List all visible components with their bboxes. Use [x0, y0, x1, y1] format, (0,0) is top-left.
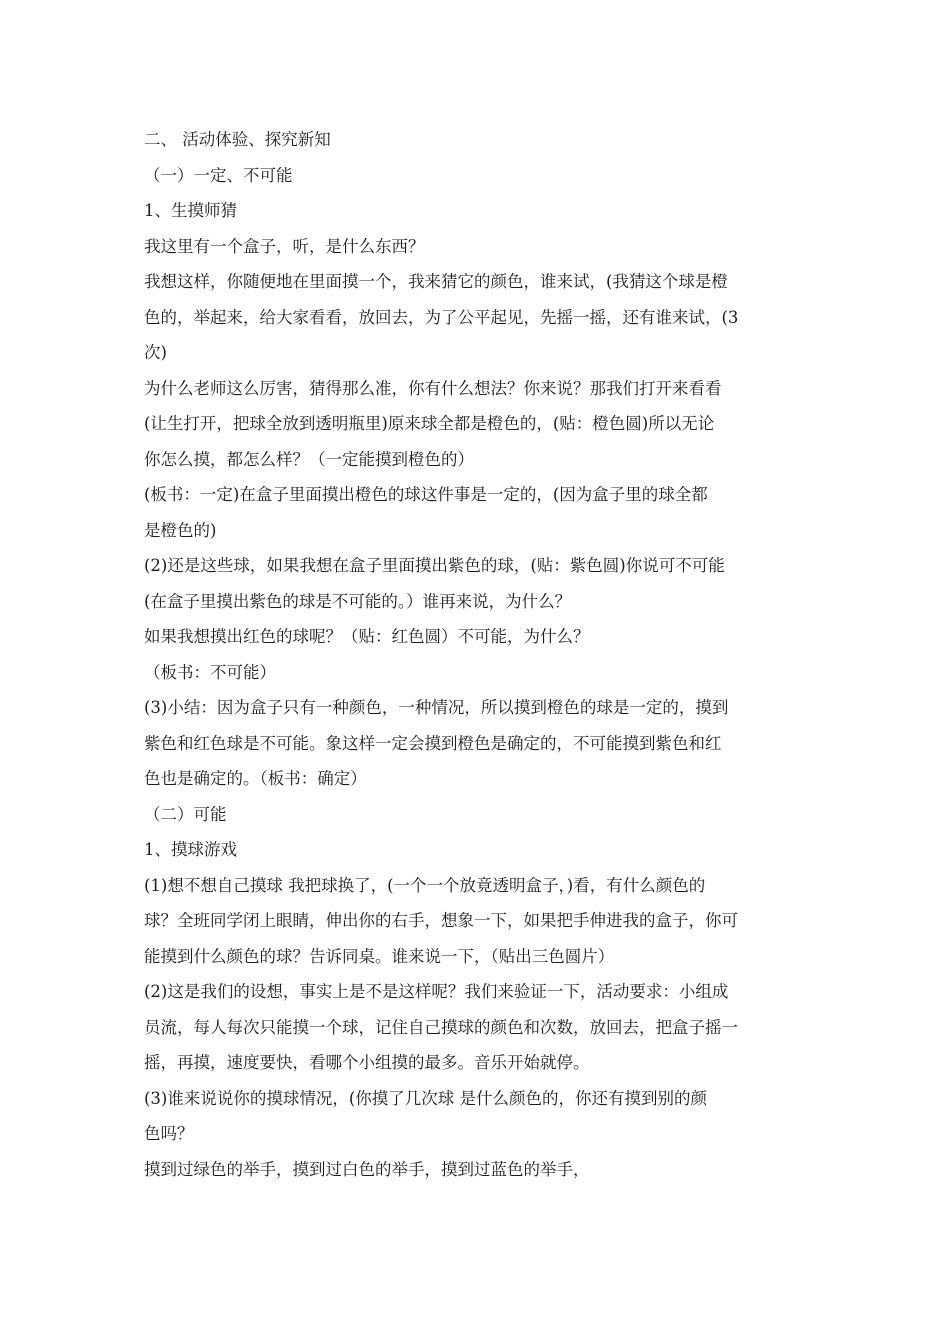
- text-line: (2)这是我们的设想，事实上是不是这样呢？我们来验证一下，活动要求：小组成: [144, 982, 729, 1001]
- text-line: (2)还是这些球，如果我想在盒子里面摸出紫色的球，(贴：紫色圆)你说可不可能: [144, 556, 725, 575]
- text-line: 紫色和红色球是不可能。象这样一定会摸到橙色是确定的，不可能摸到紫色和红: [144, 733, 722, 753]
- text-line: （板书：不可能）: [144, 662, 276, 682]
- text-line: 我这里有一个盒子，听，是什么东西？: [144, 236, 425, 256]
- text-line: (让生打开，把球全放到透明瓶里)原来球全都是橙色的，(贴：橙色圆)所以无论: [144, 414, 715, 433]
- text-line: (3)小结：因为盒子只有一种颜色，一种情况，所以摸到橙色的球是一定的，摸到: [144, 698, 729, 717]
- text-line: (在盒子里摸出紫色的球是不可能的。）谁再来说，为什么？: [144, 591, 572, 611]
- text-line: 色也是确定的。（板书：确定）: [144, 769, 367, 788]
- section-heading: 二、 活动体验、探究新知: [144, 130, 331, 149]
- text-line: 为什么老师这么厉害，猜得那么准，你有什么想法？你来说？那我们打开来看看: [144, 378, 722, 398]
- text-line: 球？全班同学闭上眼睛，伸出你的右手，想象一下，如果把手伸进我的盒子，你可: [144, 911, 738, 930]
- text-line: 能摸到什么颜色的球？告诉同桌。谁来说一下，（贴出三色圆片）: [144, 946, 615, 966]
- text-line: (板书：一定)在盒子里面摸出橙色的球这件事是一定的，(因为盒子里的球全都: [144, 485, 708, 504]
- activity-heading: 1、摸球游戏: [144, 840, 237, 859]
- text-line: 你怎么摸，都怎么样？（一定能摸到橙色的）: [144, 449, 474, 469]
- text-line: 次): [144, 343, 167, 362]
- text-line: 如果我想摸出红色的球呢？（贴：红色圆）不可能，为什么？: [144, 627, 590, 646]
- document-body: [144, 122, 812, 1187]
- text-line: (1)想不想自己摸球 我把球换了，(一个一个放竟透明盒子，)看，有什么颜色的: [144, 875, 706, 895]
- text-line: 摇，再摸，速度要快，看哪个小组摸的最多。音乐开始就停。: [144, 1053, 590, 1072]
- text-line: 是橙色的): [144, 520, 217, 540]
- activity-heading: 1、生摸师猜: [144, 201, 237, 220]
- subsection-heading: （一）一定、不可能: [144, 165, 293, 185]
- text-line: 我想这样，你随便地在里面摸一个，我来猜它的颜色，谁来试，(我猜这个球是橙: [144, 272, 728, 291]
- text-line: 员流，每人每次只能摸一个球，记住自己摸球的颜色和次数，放回去，把盒子摇一: [144, 1017, 738, 1037]
- text-line: 色的，举起来，给大家看看，放回去，为了公平起见，先摇一摇，还有谁来试，(3: [144, 307, 739, 327]
- text-line: 色吗？: [144, 1124, 194, 1143]
- text-line: (3)谁来说说你的摸球情况，(你摸了几次球 是什么颜色的，你还有摸到别的颜: [144, 1088, 708, 1108]
- text-line: 摸到过绿色的举手，摸到过白色的举手，摸到过蓝色的举手，: [144, 1159, 590, 1179]
- subsection-heading: （二）可能: [144, 804, 227, 824]
